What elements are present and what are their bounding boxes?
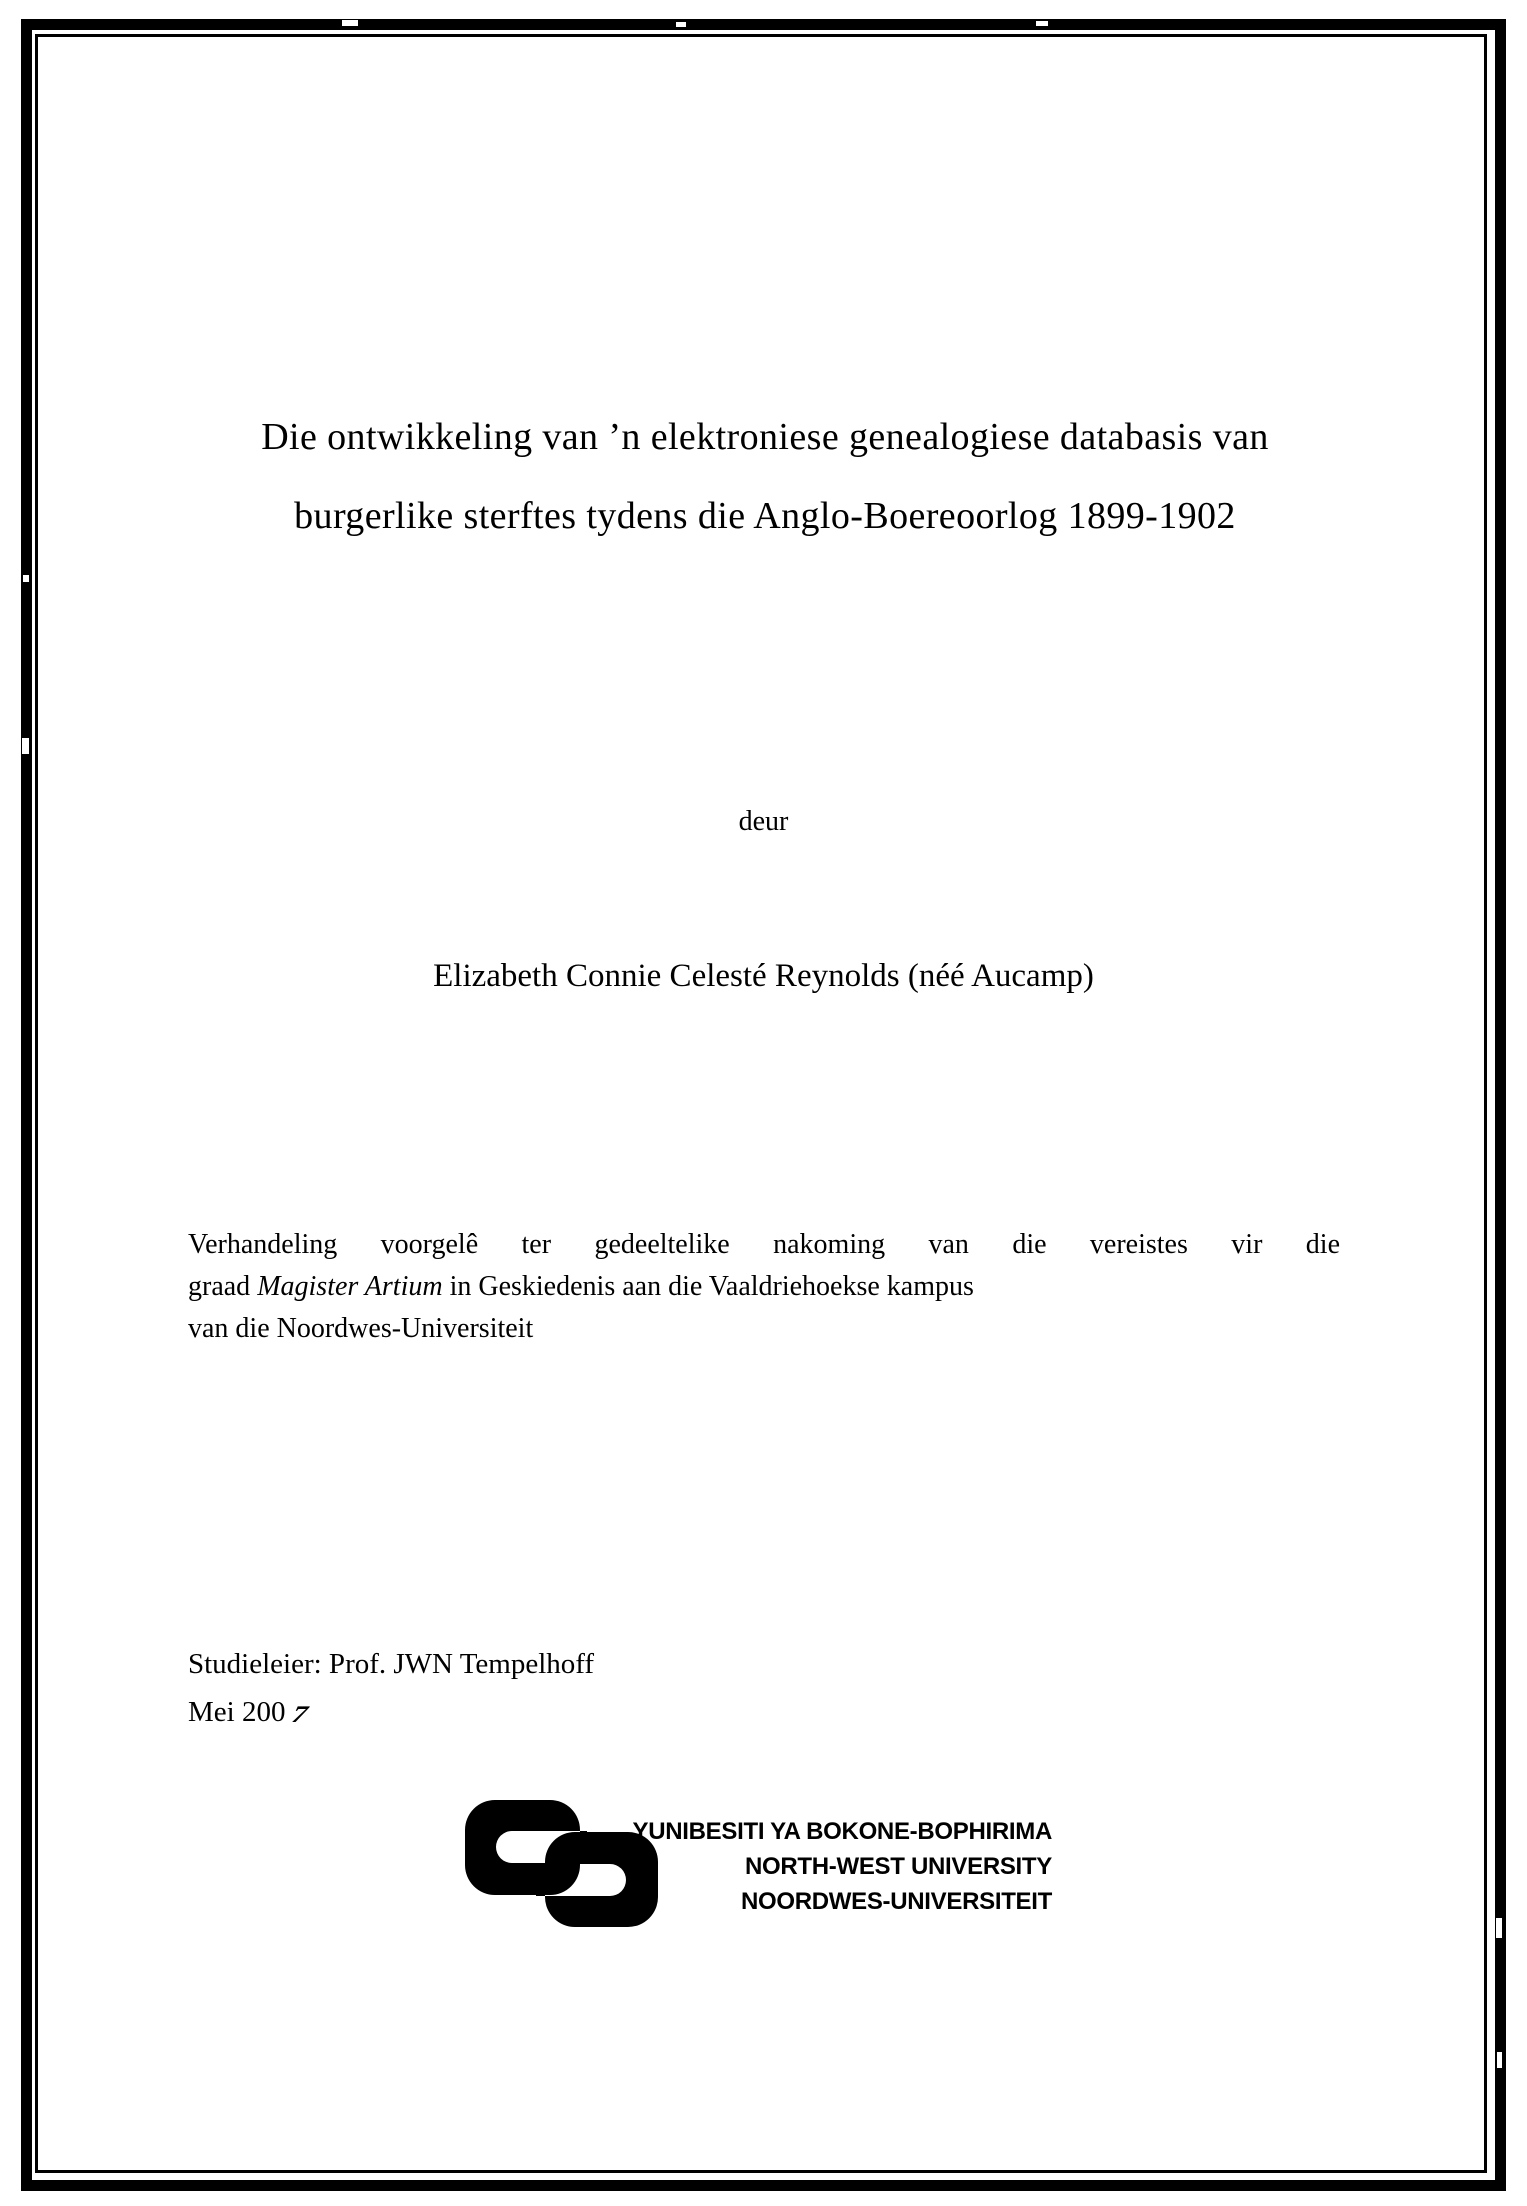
scan-artifact xyxy=(342,20,358,26)
thesis-title-line2: burgerlike sterftes tydens die Anglo-Boereoorlog 1899-1902 xyxy=(294,495,1236,537)
degree-statement-line1: Verhandeling voorgelê ter gedeeltelike nakoming van die vereistes vir die xyxy=(188,1229,1340,1260)
scan-artifact xyxy=(1496,1918,1502,1938)
date-line xyxy=(188,1688,594,1736)
thesis-title-line1: Die ontwikkeling van ’n elektroniese genealogiese databasis van xyxy=(261,416,1269,458)
logo-line-english: NORTH-WEST UNIVERSITY xyxy=(744,1853,1052,1880)
author-name: Elizabeth Connie Celesté Reynolds (néé Aucamp) xyxy=(433,958,1094,994)
byline-deur: deur xyxy=(738,806,789,837)
degree-statement-line3: van die Noordwes-Universiteit xyxy=(188,1313,534,1344)
date-last-digit: 7 xyxy=(287,1701,314,1728)
scan-artifact xyxy=(22,738,29,754)
scan-artifact xyxy=(1000,2177,1080,2180)
scan-artifact xyxy=(676,22,686,27)
university-logo-text xyxy=(600,1814,1052,1919)
supervisor-line: Studieleier: Prof. JWN Tempelhoff xyxy=(188,1648,595,1680)
scan-artifact xyxy=(300,2176,360,2179)
thesis-title xyxy=(110,398,1420,556)
supervisor-block xyxy=(188,1640,594,1736)
degree-statement-line2 xyxy=(188,1266,1340,1308)
scan-artifact xyxy=(1036,21,1048,26)
degree-statement xyxy=(188,1224,1340,1350)
scan-artifact xyxy=(23,575,29,582)
date-prefix: Mei 200 xyxy=(188,1696,286,1728)
degree-statement-degree-name: Magister Artium xyxy=(257,1271,443,1302)
scan-artifact xyxy=(1497,2052,1502,2068)
degree-statement-line2-prefix: graad xyxy=(188,1271,258,1302)
logo-line-afrikaans: NOORDWES-UNIVERSITEIT xyxy=(740,1888,1052,1915)
logo-line-setswana: YUNIBESITI YA BOKONE-BOPHIRIMA xyxy=(632,1818,1052,1845)
degree-statement-line2-suffix: in Geskiedenis aan die Vaaldriehoekse kampus xyxy=(442,1271,974,1302)
